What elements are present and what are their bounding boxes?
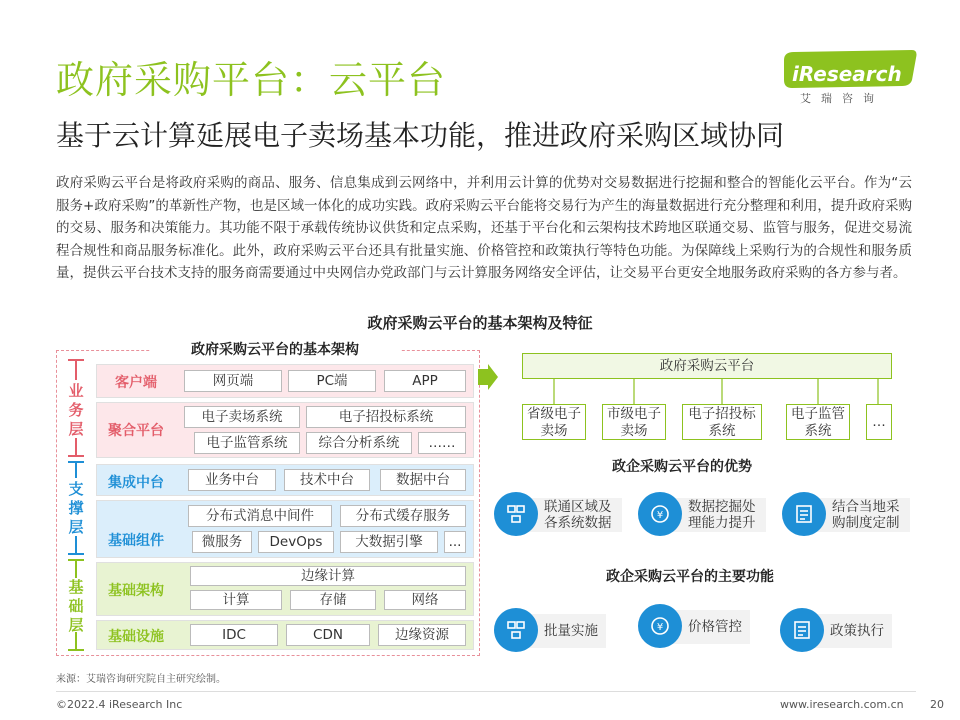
document-icon <box>780 608 824 652</box>
aggregation-cell: 电子卖场系统 <box>184 406 300 428</box>
diagram-title: 政府采购云平台的基本架构及特征 <box>367 314 593 332</box>
architecture-cell: 计算 <box>190 590 282 610</box>
coin-cycle-icon <box>638 492 682 536</box>
aggregation-cell: 电子监管系统 <box>194 432 300 454</box>
facilities-cell: IDC <box>190 624 278 646</box>
function-label: 批量实施 <box>516 614 606 648</box>
logo-text: iResearch <box>792 62 902 86</box>
cloud-sub-box: 省级电子卖场 <box>522 404 586 440</box>
advantages-title: 政企采购云平台的优势 <box>612 459 752 475</box>
aggregation-cell: 综合分析系统 <box>306 432 412 454</box>
cloud-sub-box: 电子招投标系统 <box>682 404 762 440</box>
document-icon <box>782 492 826 536</box>
integration-cell: 技术中台 <box>284 469 370 491</box>
advantage-label: 联通区域及各系统数据 <box>516 498 622 532</box>
svg-text:¥: ¥ <box>656 510 664 521</box>
advantage-label: 数据挖掘处理能力提升 <box>660 498 766 532</box>
client-label: 客户端 <box>115 375 157 391</box>
components-cell: DevOps <box>258 531 334 553</box>
components-cell: 分布式消息中间件 <box>188 505 332 527</box>
layer-business: 业务层 <box>68 382 84 438</box>
footer-divider <box>56 691 916 692</box>
cloud-platform-box: 政府采购云平台 <box>522 353 892 379</box>
functions-title: 政企采购云平台的主要功能 <box>606 569 774 585</box>
cloud-sub-box: 电子监管系统 <box>786 404 850 440</box>
copyright: ©2022.4 iResearch Inc <box>56 698 183 711</box>
facilities-cell: 边缘资源 <box>378 624 466 646</box>
iresearch-logo <box>780 46 920 108</box>
connector-lines <box>522 379 892 405</box>
components-label: 基础组件 <box>108 533 164 549</box>
page-title: 政府采购平台：云平台 <box>56 58 447 102</box>
advantage-item <box>782 498 910 532</box>
client-cell: APP <box>384 370 466 392</box>
integration-cell: 数据中台 <box>380 469 466 491</box>
architecture-title: 政府采购云平台的基本架构 <box>150 340 400 360</box>
intro-paragraph: 政府采购云平台是将政府采购的商品、服务、信息集成到云网络中，并利用云计算的优势对交易数据进行挖掘和整合的智能化云平台。作为“云服务+政府采购”的革新性产物，也是区域一体化的成功实践。政府采购云平台能将交易行为产生的海量数据进行充分整理和利用，提升政府采购的交易、服务和决策能力。其功能不限于承载传统协议供货和定点采购，还基于平台化和云架构技术跨地区联通交易、监管与服务，促进交易流程合规性和商品服务标准化。此外，政府采购云平台还具有批量实施、价格管控和政策执行等特色功能。为保障线上采购行为的合规性和服务质量，提供云平台技术支持的服务商需要通过中央网信办党政部门与云计算服务网络安全评估，让交易平台更安全地服务政府采购的各方参与者。 <box>56 175 912 281</box>
architecture-cell: 存储 <box>290 590 376 610</box>
arrow-right-icon <box>476 364 500 390</box>
facilities-cell: CDN <box>286 624 370 646</box>
function-item <box>638 610 750 644</box>
page-number: 20 <box>930 698 944 711</box>
architecture-label: 基础架构 <box>108 583 164 599</box>
cloud-sub-box: 市级电子卖场 <box>602 404 666 440</box>
logo-subtext: 艾瑞咨询 <box>800 92 884 105</box>
layer-support: 支撑层 <box>68 480 84 536</box>
advantage-item <box>494 498 622 532</box>
components-cell: ... <box>444 531 466 553</box>
function-label: 政策执行 <box>802 614 892 648</box>
client-cell: PC端 <box>288 370 376 392</box>
aggregation-cell: 电子招投标系统 <box>306 406 466 428</box>
architecture-cell: 网络 <box>384 590 466 610</box>
facilities-label: 基础设施 <box>108 629 164 645</box>
function-label: 价格管控 <box>660 610 750 644</box>
components-cell: 分布式缓存服务 <box>340 505 466 527</box>
integration-label: 集成中台 <box>108 475 164 491</box>
source-note: 来源：艾瑞咨询研究院自主研究绘制。 <box>56 674 226 685</box>
network-icon <box>494 608 538 652</box>
website-url: www.iresearch.com.cn <box>780 698 904 711</box>
page-subtitle: 基于云计算延展电子卖场基本功能，推进政府采购区域协同 <box>56 119 785 152</box>
aggregation-cell: …… <box>418 432 466 454</box>
components-cell: 大数据引擎 <box>340 531 438 553</box>
svg-text:¥: ¥ <box>656 622 664 633</box>
function-item <box>780 614 892 648</box>
integration-cell: 业务中台 <box>188 469 276 491</box>
network-icon <box>494 492 538 536</box>
architecture-cell: 边缘计算 <box>190 566 466 586</box>
components-cell: 微服务 <box>192 531 252 553</box>
layer-base: 基础层 <box>68 578 84 634</box>
function-item <box>494 614 606 648</box>
cloud-sub-box: … <box>866 404 892 440</box>
coin-cycle-icon <box>638 604 682 648</box>
advantage-label: 结合当地采购制度定制 <box>804 498 910 532</box>
client-cell: 网页端 <box>184 370 282 392</box>
aggregation-label: 聚合平台 <box>108 423 164 439</box>
advantage-item <box>638 498 766 532</box>
